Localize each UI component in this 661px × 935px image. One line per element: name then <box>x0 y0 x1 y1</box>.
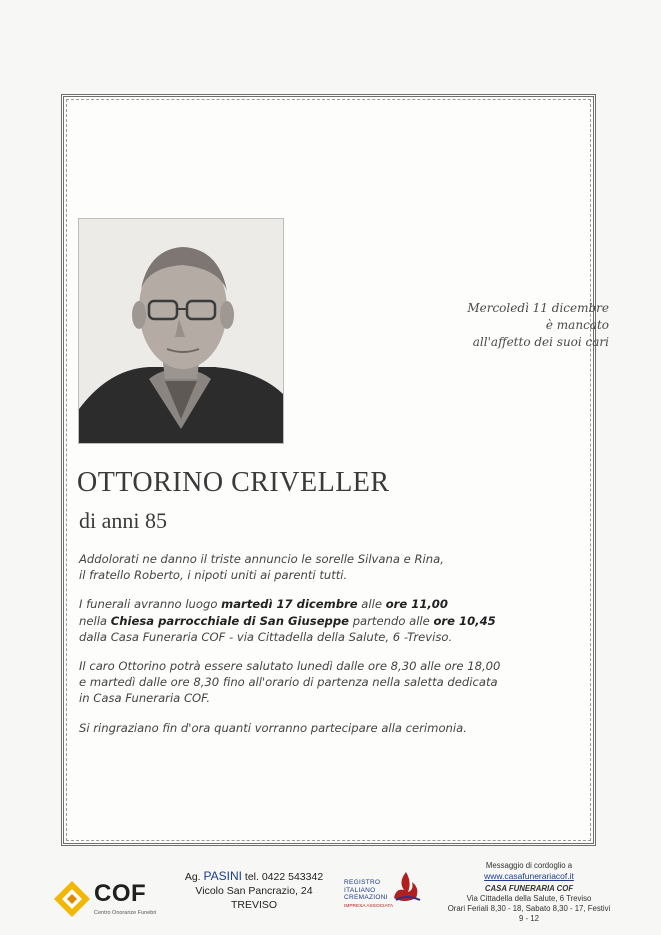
funeral-time: ore 11,00 <box>385 597 448 612</box>
condolence-label: Messaggio di cordoglio a <box>485 861 573 870</box>
funeral-date: martedì 17 dicembre <box>221 597 358 612</box>
text-line <box>79 596 529 612</box>
family-paragraph <box>79 551 529 583</box>
condolence-contact <box>434 861 624 924</box>
cof-logo <box>52 877 162 922</box>
text-line: in Casa Funeraria COF. <box>79 691 211 706</box>
registry-line: ITALIANO <box>344 886 376 894</box>
funeral-home-address: Via Cittadella della Salute, 6 Treviso <box>466 894 592 903</box>
footer <box>0 860 661 935</box>
flame-icon <box>390 870 422 904</box>
opening-hours-holidays: 9 - 12 <box>519 914 539 923</box>
text-line: Si ringraziano fin d'ora quanti vorranno partecipare alla cerimonia. <box>79 720 467 735</box>
agency-address: Vicolo San Pancrazio, 24 <box>195 885 313 897</box>
church-name: Chiesa parrocchiale di San Giuseppe <box>110 613 350 628</box>
text-line: il fratello Roberto, i nipoti uniti ai parenti tutti. <box>79 568 348 583</box>
deceased-age: di anni 85 <box>79 508 167 533</box>
agency-prefix: Ag. <box>184 871 204 883</box>
funeral-home-name: CASA FUNERARIA COF <box>484 884 574 893</box>
death-date: Mercoledì 11 dicembre <box>467 301 609 315</box>
registry-logo <box>340 866 425 914</box>
registry-text <box>344 879 388 902</box>
text-line <box>79 613 529 629</box>
cof-logo-text: COF <box>94 880 147 907</box>
registry-line: REGISTRO <box>344 879 381 886</box>
text-line: Il caro Ottorino potrà essere salutato lunedì dalle ore 8,30 alle ore 18,00 <box>79 659 501 674</box>
agency-line <box>174 869 334 884</box>
funeral-paragraph <box>79 596 529 645</box>
deceased-name: OTTORINO CRIVELLER <box>77 467 390 498</box>
text-line: dalla Casa Funeraria COF - via Cittadella della Salute, 6 -Treviso. <box>79 629 453 644</box>
text-fragment: alle <box>357 597 386 612</box>
portrait-photo <box>78 218 284 444</box>
text-fragment: partendo alle <box>349 613 434 628</box>
agency-phone: tel. 0422 543342 <box>242 871 324 883</box>
cof-logo-subtitle: Centro Onoranze Funebri <box>94 910 157 916</box>
text-line: Addolorati ne danno il triste annuncio le sorelle Silvana e Rina, <box>79 552 444 566</box>
condolence-link[interactable]: www.casafunerariacof.it <box>484 871 574 881</box>
text-line: e martedì dalle ore 8,30 fino all'orario di partenza nella saletta dedicata <box>79 675 498 690</box>
thanks-paragraph <box>79 720 529 736</box>
agency-info <box>174 869 334 912</box>
opening-hours: Orari Feriali 8,30 - 18, Sabato 8,30 - 17, Festivi <box>447 904 611 913</box>
cof-diamond-icon <box>52 879 92 919</box>
visitation-paragraph <box>79 658 529 707</box>
announcement-body <box>79 551 529 749</box>
death-status: è mancato <box>545 318 609 332</box>
text-fragment: I funerali avranno luogo <box>79 597 222 612</box>
departure-time: ore 10,45 <box>433 613 496 628</box>
registry-line: CREMAZIONI <box>344 894 388 901</box>
agency-name: PASINI <box>203 869 242 883</box>
death-notice-header <box>369 300 609 351</box>
agency-city: TREVISO <box>230 899 278 911</box>
registry-subtitle: IMPRESA ASSOCIATA <box>344 904 394 909</box>
death-affection: all'affetto dei suoi cari <box>472 335 609 349</box>
text-fragment: nella <box>79 613 111 628</box>
